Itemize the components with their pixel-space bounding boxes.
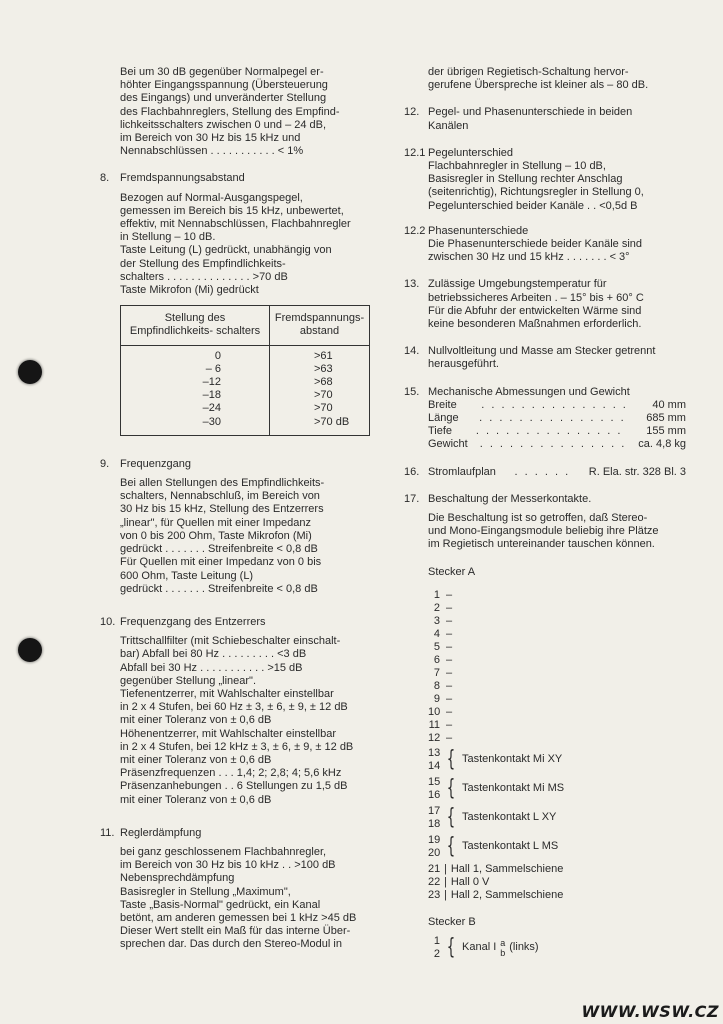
pin-pair: [428, 776, 686, 802]
text-line: >70: [314, 389, 333, 402]
section-number: 12.: [404, 106, 420, 119]
pin-number: 1: [433, 588, 440, 601]
leader-dots: . . . . . . . . . . . . . . .: [479, 412, 626, 425]
text-line: –30: [202, 415, 221, 428]
section-16: [404, 466, 686, 479]
text-line: in Stellung – 10 dB.: [120, 231, 216, 244]
text-line: –18: [202, 389, 221, 402]
text-line: bar) Abfall bei 80 Hz . . . . . . . . . <3 dB: [120, 648, 307, 661]
section-body: [428, 512, 686, 552]
text-line: Nennabschlüssen . . . . . . . . . . . < 1%: [120, 145, 304, 158]
dimension-row: [428, 399, 686, 412]
text-line: gedrückt . . . . . . . Streifenbreite < 0,8 dB: [120, 543, 318, 556]
dimension-value: 685 mm: [646, 412, 686, 425]
dimension-row: [428, 425, 686, 438]
pin-dash: –: [446, 640, 453, 653]
right-column: [404, 66, 686, 975]
continued-paragraph: [428, 66, 686, 92]
channel-sub: [500, 938, 505, 958]
pin-row: [428, 863, 686, 876]
stecker-b-pins: [428, 935, 686, 961]
channel-a: a: [500, 938, 506, 949]
text-line: Die Phasenunterschiede beider Kanäle sind: [428, 238, 643, 251]
pin-number: 14: [428, 759, 441, 772]
text-line: gemessen im Bereich bis 15 kHz, unbewertet,: [120, 204, 344, 217]
section-title: Beschaltung der Messerkontakte.: [428, 492, 592, 505]
section-number: 12.1: [404, 146, 426, 159]
pin-row: [428, 602, 686, 615]
pin-pair: [428, 805, 686, 831]
section-number: 11.: [100, 826, 115, 839]
section-13: [404, 278, 686, 331]
pin-dash: –: [446, 692, 453, 705]
dimension-label: Länge: [428, 412, 459, 425]
pin-number: 19: [428, 833, 441, 846]
text-line: Dieser Wert stellt ein Maß für das interne Über-: [120, 925, 351, 938]
dimension-label: Tiefe: [428, 425, 453, 438]
pin-numbers: [428, 747, 440, 773]
pin-number: 21: [428, 862, 441, 875]
text-line: in 2 x 4 Stufen, bei 12 kHz ± 3, ± 6, ± 9, ± 12 dB: [120, 740, 354, 753]
text-line: >61: [314, 349, 333, 362]
contact-label: Tastenkontakt L XY: [462, 811, 557, 824]
pin-number: 22: [428, 875, 441, 888]
pin-dash: –: [446, 731, 453, 744]
pin-dash: –: [446, 705, 453, 718]
section-number: 14.: [404, 345, 420, 358]
text-line: Zulässige Umgebungstemperatur für: [428, 278, 607, 291]
text-line: betönt, am anderen gemessen bei 1 kHz >45 dB: [120, 911, 357, 924]
pin-row: [428, 719, 686, 732]
text-line: >68: [314, 376, 333, 389]
text-line: sprechen dar. Das durch den Stereo-Modul in: [120, 938, 342, 951]
text-line: „linear", für Quellen mit einer Impedanz: [120, 516, 311, 529]
text-line: keine besonderen Maßnahmen erforderlich.: [428, 318, 642, 331]
pin-row: [428, 732, 686, 745]
section-10: [100, 616, 380, 807]
section-body: [120, 635, 380, 807]
pin-number: 16: [428, 788, 441, 801]
text-line: Kanälen: [428, 119, 469, 132]
text-line: (seitenrichtig), Richtungsregler in Stellung 0,: [428, 186, 644, 199]
text-line: im Bereich von 30 Hz bis 15 kHz und: [120, 132, 301, 145]
text-line: der Stellung des Empfindlichkeits-: [120, 257, 286, 270]
dimension-label: Gewicht: [428, 438, 468, 451]
contact-label: Tastenkontakt Mi XY: [462, 753, 563, 766]
text-line: in 2 x 4 Stufen, bei 60 Hz ± 3, ± 6, ± 9, ± 12 dB: [120, 701, 348, 714]
text-line: –24: [202, 402, 221, 415]
text-line: Für Quellen mit einer Impedanz von 0 bis: [120, 556, 322, 569]
text-line: Taste Leitung (L) gedrückt, unabhängig von: [120, 244, 332, 257]
pin-numbers: [428, 805, 440, 831]
dimension-row: [428, 438, 686, 451]
text-line: 600 Ohm, Taste Leitung (L): [120, 569, 254, 582]
text-line: Präsenzfrequenzen . . . 1,4; 2; 2,8; 4; 5,6 kHz: [120, 767, 342, 780]
text-line: herausgeführt.: [428, 358, 499, 371]
pin-row: [428, 706, 686, 719]
dimension-value: 155 mm: [646, 425, 686, 438]
intro-paragraph: [120, 66, 380, 158]
section-number: 16.: [404, 465, 420, 478]
section-number: 10.: [100, 615, 116, 628]
text-line: Die Beschaltung ist so getroffen, daß Stereo-: [428, 512, 648, 525]
text-line: gedrückt . . . . . . . Streifenbreite < 0,8 dB: [120, 582, 318, 595]
leader-dots: . . . . . . . . . . . . . . .: [481, 398, 628, 411]
pin-row: [428, 889, 686, 902]
pin-dash: –: [446, 588, 453, 601]
punch-hole-bottom: [18, 638, 42, 662]
contact-label: Tastenkontakt L MS: [462, 840, 559, 853]
brace-icon: {: [446, 746, 456, 772]
text-line: des Flachbahnreglers, Stellung des Empfind-: [120, 105, 340, 118]
pin-number: 6: [433, 653, 440, 666]
section-12: [404, 106, 686, 132]
pin-row: [428, 628, 686, 641]
stecker-a-hall: [428, 863, 686, 902]
text-line: der übrigen Regietisch-Schaltung hervor-: [428, 66, 629, 78]
pin-numbers: [428, 776, 440, 802]
section-title: Mechanische Abmessungen und Gewicht: [428, 385, 630, 398]
pin-row: [428, 654, 686, 667]
pin-number: 23: [428, 888, 441, 901]
text-line: schalters, Nennabschluß, im Bereich von: [120, 490, 320, 503]
pin-number: 1: [433, 935, 440, 948]
section-8: [100, 172, 380, 435]
section-title: Fremdspannungsabstand: [120, 172, 245, 185]
text-line: Tiefenentzerrer, mit Wahlschalter einstellbar: [120, 687, 334, 700]
text-line: gerufene Überspreche ist kleiner als – 80 dB.: [428, 79, 649, 92]
section-body: [428, 278, 686, 331]
text-line: Abfall bei 30 Hz . . . . . . . . . . . >15 dB: [120, 661, 303, 674]
section-body: [120, 192, 380, 298]
text-line: Nebensprechdämpfung: [120, 872, 235, 885]
pin-dash: –: [446, 653, 453, 666]
pin-number: 17: [428, 804, 441, 817]
brace-line: |: [444, 875, 447, 888]
text-line: bei ganz geschlossenem Flachbahnregler,: [120, 845, 327, 858]
section-number: 13.: [404, 278, 420, 291]
table-header-ratio: Fremdspannungs- abstand: [270, 306, 370, 345]
text-line: von 0 bis 200 Ohm, Taste Mikrofon (Mi): [120, 529, 312, 542]
stecker-a-heading: Stecker A: [428, 565, 476, 578]
pin-dash: –: [446, 679, 453, 692]
brace-icon: {: [446, 935, 456, 961]
text-line: >70 dB: [314, 415, 350, 428]
noise-ratio-table: [120, 305, 370, 436]
pin-number: 5: [433, 640, 440, 653]
pin-row: [428, 589, 686, 602]
text-line: Taste „Basis-Normal" gedrückt, ein Kanal: [120, 898, 321, 911]
pin-number: 13: [428, 746, 441, 759]
pin-row: [428, 693, 686, 706]
text-line: >70: [314, 402, 333, 415]
text-line: lichkeitsschalters zwischen 0 und – 24 dB,: [120, 118, 327, 131]
text-line: 30 Hz bis 15 kHz, Stellung des Entzerrers: [120, 503, 324, 516]
table-header-position: Stellung des Empfindlichkeits- schalters: [121, 306, 270, 345]
dimensions-list: [428, 399, 686, 452]
pin-row: [428, 615, 686, 628]
pin-dash: –: [446, 614, 453, 627]
text-line: Präsenzanhebungen . . 6 Stellungen zu 1,5 dB: [120, 780, 348, 793]
stecker-b-heading: Stecker B: [428, 915, 476, 928]
text-line: Nullvoltleitung und Masse am Stecker getrennt: [428, 345, 656, 358]
dimension-row: [428, 412, 686, 425]
circuit-label: Stromlaufplan: [428, 465, 496, 478]
text-line: des Eingangs) und unveränderter Stellung: [120, 92, 327, 105]
pin-numbers: [428, 834, 440, 860]
text-line: zwischen 30 Hz und 15 kHz . . . . . . . < 3°: [428, 251, 630, 264]
stecker-a-pairs: [428, 747, 686, 860]
pin-row: [428, 876, 686, 889]
brace-icon: {: [446, 804, 456, 830]
pin-number: 2: [433, 948, 440, 961]
hall-label: Hall 0 V: [450, 875, 490, 888]
pin-number: 7: [433, 666, 440, 679]
dimension-value: ca. 4,8 kg: [638, 438, 686, 451]
text-line: –12: [202, 376, 221, 389]
text-line: Höhenentzerrer, mit Wahlschalter einstellbar: [120, 727, 337, 740]
pin-pair: [428, 747, 686, 773]
table-column-ratio: [270, 345, 370, 435]
text-line: im Bereich von 30 Hz bis 10 kHz . . >100 dB: [120, 859, 336, 872]
text-line: Basisregler in Stellung rechter Anschlag: [428, 173, 623, 186]
section-14: [404, 345, 686, 371]
hall-label: Hall 2, Sammelschiene: [450, 888, 564, 901]
text-line: Bezogen auf Normal-Ausgangspegel,: [120, 191, 303, 204]
text-line: mit einer Toleranz von ± 0,6 dB: [120, 753, 272, 766]
section-number: 9.: [100, 457, 110, 470]
section-title: Frequenzgang des Entzerrers: [120, 615, 266, 628]
pin-pair: [428, 834, 686, 860]
text-line: Flachbahnregler in Stellung – 10 dB,: [428, 160, 606, 173]
text-line: Taste Mikrofon (Mi) gedrückt: [120, 284, 259, 297]
section-body: [120, 477, 380, 596]
pin-row: [428, 680, 686, 693]
text-line: Pegelunterschied beider Kanäle . . <0,5d B: [428, 199, 638, 212]
section-number: 12.2: [404, 224, 426, 237]
text-line: schalters . . . . . . . . . . . . . . >70 dB: [120, 270, 288, 283]
pin-number: 11: [428, 718, 440, 731]
channel-label: Kanal I: [462, 941, 497, 954]
hall-label: Hall 1, Sammelschiene: [450, 862, 564, 875]
section-body: [120, 846, 380, 952]
text-line: mit einer Toleranz von ± 0,6 dB: [120, 793, 272, 806]
pin-number: 2: [433, 601, 440, 614]
circuit-value: R. Ela. str. 328 Bl. 3: [588, 465, 686, 478]
section-12-2: [404, 225, 686, 265]
pin-number: 18: [428, 817, 441, 830]
section-body: [428, 238, 686, 264]
brace-icon: {: [446, 833, 456, 859]
section-title: Reglerdämpfung: [120, 826, 202, 839]
text-line: Pegel- und Phasenunterschiede in beiden: [428, 106, 633, 119]
channel-b: b: [500, 948, 506, 959]
left-column: [100, 66, 380, 966]
section-body: [428, 345, 686, 371]
pin-row: [428, 641, 686, 654]
section-body: [428, 466, 686, 479]
text-line: >63: [314, 362, 333, 375]
section-title: Phasenunterschiede: [428, 224, 529, 237]
pin-number: 4: [433, 627, 440, 640]
section-11: [100, 827, 380, 952]
stecker-a-pins: [428, 589, 686, 745]
section-9: [100, 458, 380, 596]
contact-label: Tastenkontakt Mi MS: [462, 782, 565, 795]
pin-number: 9: [433, 692, 440, 705]
leader-dots: . . . . . . . . . . . . . . .: [475, 425, 623, 438]
pin-dash: –: [446, 601, 453, 614]
channel-note: (links): [509, 941, 539, 954]
section-number: 8.: [100, 172, 110, 185]
pin-numbers: [428, 935, 440, 961]
dimension-value: 40 mm: [652, 398, 686, 411]
text-line: Basisregler in Stellung „Maximum",: [120, 885, 291, 898]
table-column-position: [121, 345, 270, 435]
brace-line: |: [444, 862, 447, 875]
text-line: im Regietisch untereinander tauschen können.: [428, 538, 655, 551]
site-watermark: WWW.WSW.CZ: [581, 1001, 719, 1021]
text-line: gegenüber Stellung „linear".: [120, 674, 256, 687]
text-line: 0: [214, 349, 221, 362]
section-12-1: [404, 147, 686, 213]
section-17: [404, 493, 686, 961]
pin-number: 20: [428, 846, 441, 859]
text-line: effektiv, mit Nennabschlüssen, Flachbahnregler: [120, 218, 351, 231]
text-line: höhter Eingangsspannung (Übersteuerung: [120, 79, 328, 92]
text-line: betriebssicheres Arbeiten . – 15° bis + 60° C: [428, 291, 644, 304]
section-title: Frequenzgang: [120, 457, 191, 470]
pin-number: 3: [433, 614, 440, 627]
brace-icon: {: [446, 775, 456, 801]
section-body: [428, 160, 686, 213]
pin-number: 10: [428, 705, 441, 718]
dimension-label: Breite: [428, 398, 457, 411]
text-line: mit einer Toleranz von ± 0,6 dB: [120, 714, 272, 727]
text-line: – 6: [205, 362, 221, 375]
pin-number: 12: [428, 731, 441, 744]
pin-row: [428, 667, 686, 680]
text-line: Trittschallfilter (mit Schiebeschalter einschalt-: [120, 635, 341, 648]
text-line: Bei um 30 dB gegenüber Normalpegel er-: [120, 66, 324, 78]
section-body: [428, 106, 686, 132]
pin-dash: –: [446, 666, 453, 679]
pin-number: 8: [433, 679, 440, 692]
section-15: [404, 386, 686, 452]
leader-dots: . . . . . .: [514, 465, 571, 478]
punch-hole-top: [18, 360, 42, 384]
pin-number: 15: [428, 775, 441, 788]
pin-dash: –: [446, 718, 453, 731]
text-line: Für die Abfuhr der entwickelten Wärme sind: [428, 304, 642, 317]
brace-line: |: [444, 888, 447, 901]
section-title: Pegelunterschied: [428, 146, 514, 159]
section-number: 15.: [404, 385, 420, 398]
text-line: Bei allen Stellungen des Empfindlichkeits-: [120, 477, 325, 490]
pin-dash: –: [446, 627, 453, 640]
leader-dots: . . . . . . . . . . . . . . .: [479, 438, 627, 451]
section-number: 17.: [404, 492, 420, 505]
text-line: und Mono-Eingangsmodule beliebig ihre Plätze: [428, 525, 659, 538]
